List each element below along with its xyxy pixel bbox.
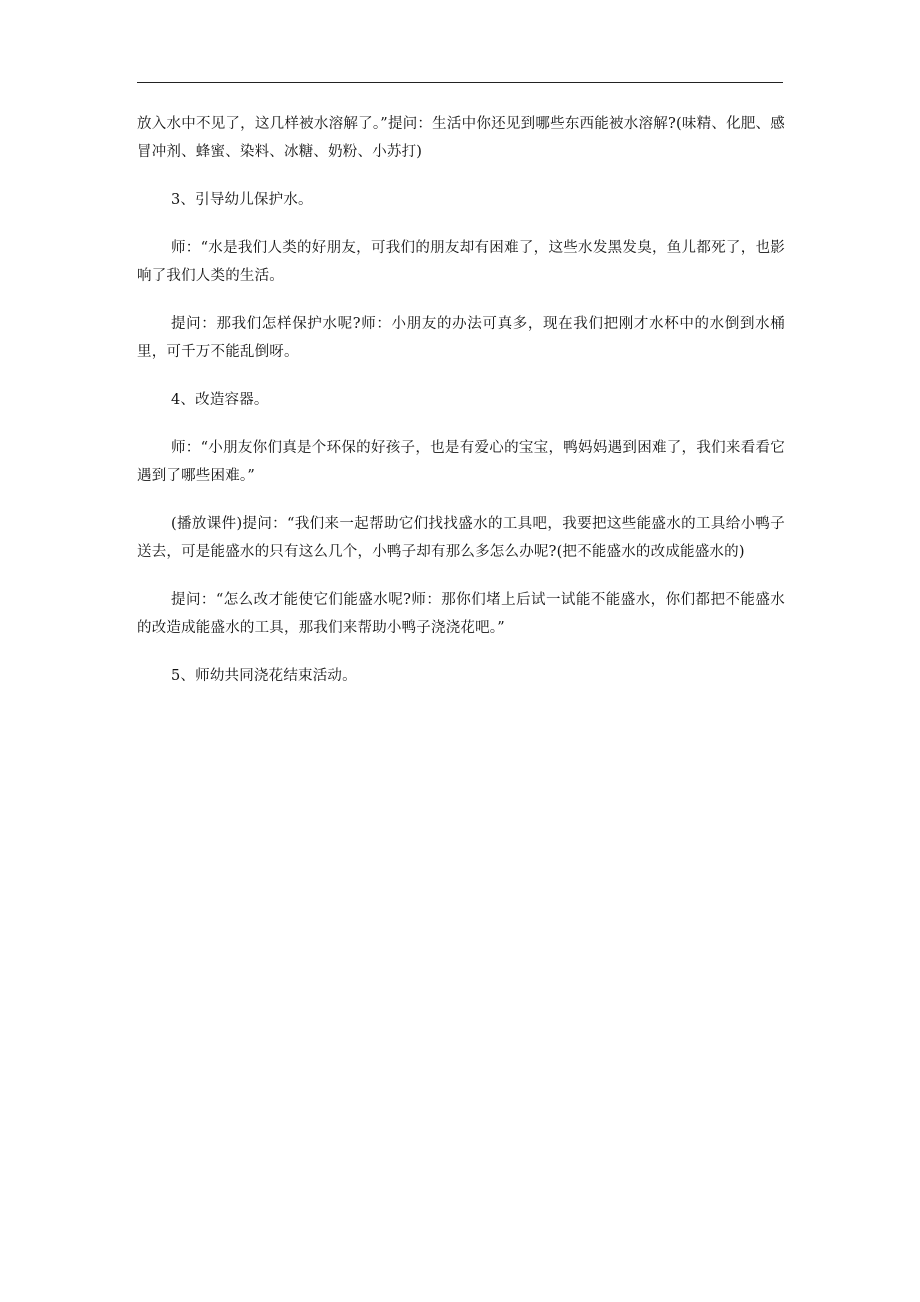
paragraph-teacher-duck-mother: 师：“小朋友你们真是个环保的好孩子，也是有爱心的宝宝，鸭妈妈遇到困难了，我们来看看它遇到了哪些困难。”	[137, 440, 785, 484]
paragraph-teacher-water-friend: 师：“水是我们人类的好朋友，可我们的朋友却有困难了，这些水发黑发臭，鱼儿都死了，也影响了我们人类的生活。	[137, 240, 785, 284]
document-body	[137, 110, 785, 690]
paragraph-question-protect-water: 提问：那我们怎样保护水呢?师：小朋友的办法可真多，现在我们把刚才水杯中的水倒到水桶里，可千万不能乱倒呀。	[137, 316, 785, 360]
header-rule	[137, 82, 783, 83]
paragraph-play-courseware: (播放课件)提问：“我们来一起帮助它们找找盛水的工具吧，我要把这些能盛水的工具给小鸭子送去，可是能盛水的只有这么几个，小鸭子却有那么多怎么办呢?(把不能盛水的改成能盛水的)	[137, 516, 785, 560]
section-heading-protect-water: 3、引导幼儿保护水。	[171, 192, 313, 208]
paragraph-continuation: 放入水中不见了，这几样被水溶解了。”提问：生活中你还见到哪些东西能被水溶解?(味精、化肥、感冒冲剂、蜂蜜、染料、冰糖、奶粉、小苏打)	[137, 116, 785, 160]
paragraph-question-how-to-modify: 提问：“怎么改才能使它们能盛水呢?师：那你们堵上后试一试能不能盛水，你们都把不能盛水的改造成能盛水的工具，那我们来帮助小鸭子浇浇花吧。”	[137, 592, 785, 636]
section-heading-water-flowers: 5、师幼共同浇花结束活动。	[171, 668, 357, 684]
section-heading-modify-containers: 4、改造容器。	[171, 392, 269, 408]
